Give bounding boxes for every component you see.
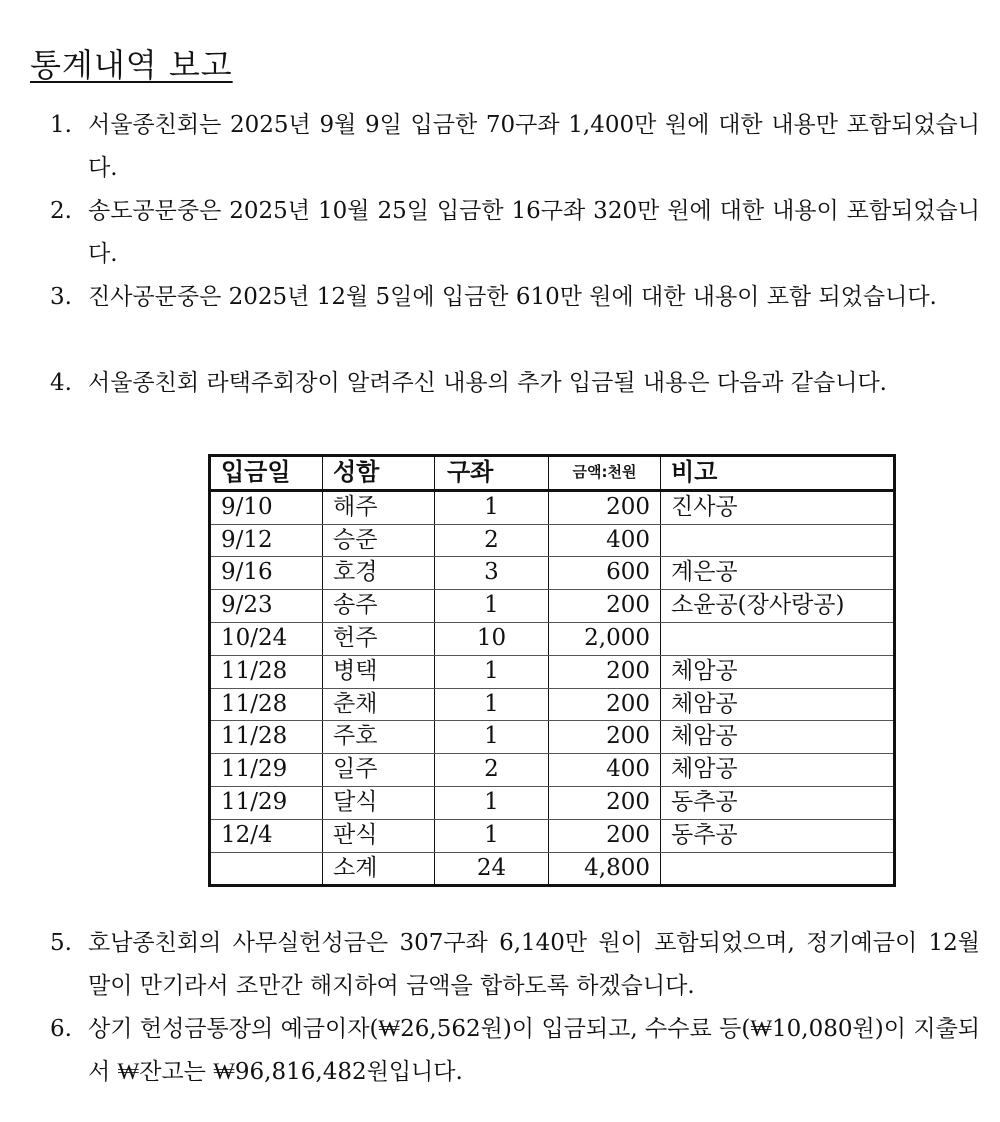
table-row — [210, 490, 895, 524]
page-title: 통계내역 보고 — [30, 46, 233, 84]
cell-accounts: 1 — [435, 590, 549, 623]
table-row — [210, 688, 895, 721]
cell-date: 11/29 — [210, 754, 323, 787]
cell-name: 승준 — [323, 524, 435, 557]
cell-note — [661, 524, 895, 557]
cell-accounts: 1 — [435, 721, 549, 754]
cell-name: 소계 — [323, 852, 435, 886]
cell-note — [661, 852, 895, 886]
cell-note: 체암공 — [661, 721, 895, 754]
cell-amount: 200 — [549, 786, 661, 819]
item-text: 진사공문중은 2025년 12월 5일에 입금한 610만 원에 대한 내용이 포함 되었습니다. — [88, 284, 937, 310]
cell-amount: 200 — [549, 655, 661, 688]
cell-name: 호경 — [323, 557, 435, 590]
cell-accounts: 24 — [435, 852, 549, 886]
list-item — [50, 104, 980, 190]
cell-amount: 200 — [549, 721, 661, 754]
cell-accounts: 2 — [435, 524, 549, 557]
cell-accounts: 3 — [435, 557, 549, 590]
cell-amount: 2,000 — [549, 622, 661, 655]
cell-name: 병택 — [323, 655, 435, 688]
header-date: 입금일 — [210, 456, 323, 491]
cell-note: 계은공 — [661, 557, 895, 590]
cell-amount: 4,800 — [549, 852, 661, 886]
cell-accounts: 1 — [435, 688, 549, 721]
list-item — [50, 362, 980, 405]
table-row — [210, 590, 895, 623]
cell-note: 소윤공(장사랑공) — [661, 590, 895, 623]
cell-accounts: 2 — [435, 754, 549, 787]
item-number: 1. — [50, 112, 72, 138]
cell-amount: 200 — [549, 490, 661, 524]
table-row — [210, 754, 895, 787]
table-header-row — [210, 456, 895, 491]
cell-accounts: 1 — [435, 490, 549, 524]
table-row — [210, 524, 895, 557]
cell-amount: 200 — [549, 688, 661, 721]
item-text: 송도공문중은 2025년 10월 25일 입금한 16구좌 320만 원에 대한 내용이 포함되었습니다. — [88, 198, 980, 267]
table-row — [210, 557, 895, 590]
cell-date: 9/16 — [210, 557, 323, 590]
cell-date: 9/12 — [210, 524, 323, 557]
item-number: 4. — [50, 370, 72, 396]
cell-note: 체암공 — [661, 754, 895, 787]
cell-date: 11/28 — [210, 721, 323, 754]
cell-note: 동추공 — [661, 786, 895, 819]
header-note: 비고 — [661, 456, 895, 491]
cell-accounts: 1 — [435, 655, 549, 688]
cell-name: 해주 — [323, 490, 435, 524]
cell-accounts: 1 — [435, 819, 549, 852]
table-body — [210, 490, 895, 886]
cell-date: 11/28 — [210, 688, 323, 721]
cell-date: 11/28 — [210, 655, 323, 688]
cell-date: 10/24 — [210, 622, 323, 655]
item-text: 서울종친회는 2025년 9월 9일 입금한 70구좌 1,400만 원에 대한 내용만 포함되었습니다. — [88, 112, 980, 181]
table-row — [210, 655, 895, 688]
cell-note: 동추공 — [661, 819, 895, 852]
list-item — [50, 276, 980, 319]
cell-name: 판식 — [323, 819, 435, 852]
table-row — [210, 819, 895, 852]
table-row — [210, 622, 895, 655]
list-item — [50, 190, 980, 276]
cell-name: 헌주 — [323, 622, 435, 655]
table-row — [210, 721, 895, 754]
cell-amount: 400 — [549, 524, 661, 557]
item-text: 상기 헌성금통장의 예금이자(₩26,562원)이 입금되고, 수수료 등(₩10,080원)이 지출되서 ₩잔고는 ₩96,816,482원입니다. — [88, 1016, 980, 1085]
cell-accounts: 10 — [435, 622, 549, 655]
cell-name: 주호 — [323, 721, 435, 754]
deposit-table — [208, 454, 896, 887]
cell-date — [210, 852, 323, 886]
header-amount: 금액:천원 — [549, 456, 661, 491]
cell-date: 12/4 — [210, 819, 323, 852]
cell-name: 춘채 — [323, 688, 435, 721]
list-item — [50, 1008, 980, 1094]
cell-amount: 200 — [549, 590, 661, 623]
cell-name: 달식 — [323, 786, 435, 819]
cell-note — [661, 622, 895, 655]
cell-date: 9/10 — [210, 490, 323, 524]
cell-amount: 600 — [549, 557, 661, 590]
cell-name: 송주 — [323, 590, 435, 623]
cell-amount: 400 — [549, 754, 661, 787]
table-row — [210, 852, 895, 886]
cell-amount: 200 — [549, 819, 661, 852]
cell-note: 진사공 — [661, 490, 895, 524]
header-name: 성함 — [323, 456, 435, 491]
item-number: 5. — [50, 930, 72, 956]
item-text: 서울종친회 라택주회장이 알려주신 내용의 추가 입금될 내용은 다음과 같습니다. — [88, 370, 887, 396]
cell-accounts: 1 — [435, 786, 549, 819]
cell-date: 11/29 — [210, 786, 323, 819]
item-number: 2. — [50, 198, 72, 224]
list-item — [50, 922, 980, 1008]
item-number: 6. — [50, 1016, 72, 1042]
item-text: 호남종친회의 사무실헌성금은 307구좌 6,140만 원이 포함되었으며, 정기예금이 12월 말이 만기라서 조만간 해지하여 금액을 합하도록 하겠습니다. — [88, 930, 980, 999]
table-row — [210, 786, 895, 819]
cell-date: 9/23 — [210, 590, 323, 623]
item-number: 3. — [50, 284, 72, 310]
header-accounts: 구좌 — [435, 456, 549, 491]
cell-name: 일주 — [323, 754, 435, 787]
cell-note: 체암공 — [661, 655, 895, 688]
cell-note: 체암공 — [661, 688, 895, 721]
